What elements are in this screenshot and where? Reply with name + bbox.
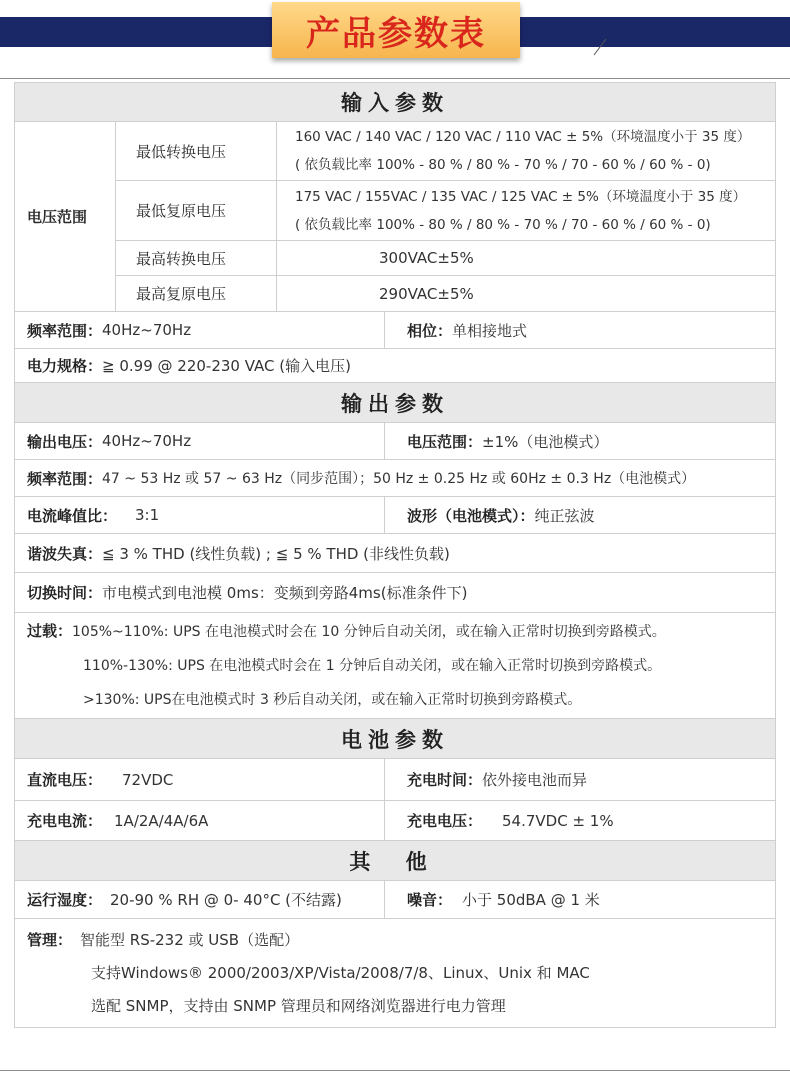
phase-label: 相位： [407, 321, 453, 340]
overload-line [27, 649, 661, 683]
output-thd-row [15, 534, 775, 573]
header-banner [0, 0, 790, 62]
voltage-row [116, 276, 775, 311]
voltage-row-value [277, 181, 775, 240]
overload-line [27, 683, 581, 717]
noise-cell [385, 881, 775, 918]
charge-time-cell [385, 759, 775, 800]
humidity-cell [15, 881, 385, 918]
output-range-value: ±1%（电池模式） [482, 432, 609, 451]
charge-current-label: 充电电流： [27, 812, 103, 830]
mgmt-value: 选配 SNMP，支持由 SNMP 管理员和网络浏览器进行电力管理 [91, 996, 506, 1015]
charge-current-value: 1A/2A/4A/6A [114, 811, 209, 830]
top-rule [0, 78, 790, 79]
output-volt-cell [15, 423, 385, 459]
output-volt-label: 输出电压： [27, 432, 103, 451]
output-transfer-row [15, 573, 775, 613]
voltage-range-rows [116, 122, 775, 311]
other-humidity-row [15, 881, 775, 919]
voltage-row-value [277, 122, 775, 180]
section-title: 输入参数 [341, 91, 449, 115]
output-freq-cell [15, 460, 695, 496]
mgmt-label: 管理： [27, 930, 73, 949]
charge-current-cell [15, 801, 385, 840]
charge-volt-label: 充电电压： [407, 812, 483, 830]
crest-cell [15, 497, 385, 533]
section-battery-header [15, 719, 775, 759]
mgmt-line [27, 957, 590, 990]
value-line: 175 VAC / 155VAC / 135 VAC / 125 VAC ± 5%（环境温度小于 35 度） [295, 188, 747, 205]
transfer-cell [15, 573, 467, 612]
overload-value: >130%: UPS在电池模式时 3 秒后自动关闭，或在输入正常时切换到旁路模式。 [83, 691, 582, 708]
phase-cell [385, 312, 775, 348]
section-output-header [15, 383, 775, 423]
overload-line [27, 615, 666, 649]
voltage-row-name: 最低转换电压 [116, 122, 277, 180]
value-line: ( 依负载比率 100% - 80 % / 80 % - 70 % / 70 - 60 % / 60 % - 0) [295, 216, 711, 233]
output-range-label: 电压范围： [407, 432, 483, 451]
slash-decoration-icon [592, 38, 608, 56]
crest-label: 电流峰值比： [27, 506, 118, 525]
output-overload-row [15, 613, 775, 719]
voltage-range-block [15, 122, 775, 312]
freq-label: 频率范围： [27, 321, 103, 340]
mgmt-line [27, 990, 506, 1023]
bottom-rule [0, 1070, 790, 1071]
output-volt-value: 40Hz~70Hz [102, 432, 192, 450]
value-line: 160 VAC / 140 VAC / 120 VAC / 110 VAC ± 5%（环境温度小于 35 度） [295, 129, 751, 145]
voltage-row-value: 300VAC±5% [379, 249, 474, 267]
transfer-value: 市电模式到电池模 0ms：变频到旁路4ms(标准条件下) [102, 584, 468, 602]
battery-dc-row [15, 759, 775, 801]
voltage-row-name: 最高转换电压 [116, 241, 277, 275]
thd-label: 谐波失真： [27, 544, 103, 563]
voltage-row [116, 241, 775, 276]
output-volt-row [15, 423, 775, 460]
wave-label: 波形（电池模式）： [407, 506, 535, 525]
section-input-header [15, 82, 775, 122]
mgmt-value: 智能型 RS-232 或 USB（选配） [80, 930, 300, 949]
wave-value: 纯正弦波 [534, 506, 595, 525]
dc-label: 直流电压： [27, 771, 103, 789]
pf-label: 电力规格： [27, 357, 103, 375]
voltage-row [116, 122, 775, 181]
output-crest-row [15, 497, 775, 534]
charge-volt-value: 54.7VDC ± 1% [502, 811, 614, 830]
section-title: 其 他 [349, 849, 441, 874]
overload-value: 110%-130%: UPS 在电池模式时会在 1 分钟后自动关闭，或在输入正常时切换到旁路模式。 [83, 657, 662, 674]
wave-cell [385, 497, 775, 533]
page-title-box [272, 2, 520, 58]
phase-value: 单相接地式 [452, 321, 528, 340]
output-range-cell [385, 423, 775, 459]
page-title: 产品参数表 [306, 13, 486, 54]
battery-current-row [15, 801, 775, 841]
transfer-label: 切换时间： [27, 584, 103, 602]
voltage-row-name: 最低复原电压 [116, 181, 277, 240]
input-pf-row [15, 349, 775, 383]
voltage-range-label: 电压范围 [15, 122, 116, 311]
output-freq-value: 47 ~ 53 Hz 或 57 ~ 63 Hz（同步范围）；50 Hz ± 0.25 Hz 或 60Hz ± 0.3 Hz（电池模式） [102, 471, 696, 487]
noise-label: 噪音： [407, 891, 453, 909]
mgmt-line [27, 924, 299, 957]
thd-value: ≦ 3 % THD (线性负载) ; ≦ 5 % THD (非线性负载) [102, 544, 450, 563]
noise-value: 小于 50dBA @ 1 米 [462, 891, 600, 909]
dc-value: 72VDC [122, 770, 174, 789]
other-mgmt-row [15, 919, 775, 1028]
thd-cell [15, 534, 450, 572]
crest-value: 3:1 [135, 506, 160, 524]
humidity-value: 20-90 % RH @ 0- 40°C (不结露) [110, 891, 342, 909]
overload-label: 过载： [27, 621, 73, 640]
output-freq-row [15, 460, 775, 497]
charge-volt-cell [385, 801, 775, 840]
dc-cell [15, 759, 385, 800]
input-freq-row [15, 312, 775, 349]
mgmt-value: 支持Windows® 2000/2003/XP/Vista/2008/7/8、Linux、Unix 和 MAC [91, 963, 590, 982]
section-title: 输出参数 [341, 391, 449, 416]
freq-value: 40Hz~70Hz [102, 321, 192, 339]
section-other-header [15, 841, 775, 881]
charge-time-value: 依外接电池而异 [482, 771, 588, 789]
overload-cell [15, 613, 666, 718]
voltage-row-value: 290VAC±5% [379, 284, 474, 303]
mgmt-cell [15, 919, 590, 1027]
value-line: ( 依负载比率 100% - 80 % / 80 % - 70 % / 70 - 60 % / 60 % - 0) [295, 157, 711, 173]
pf-value: ≧ 0.99 @ 220-230 VAC (输入电压) [102, 357, 351, 375]
section-title: 电池参数 [341, 727, 449, 752]
overload-value: 105%~110%: UPS 在电池模式时会在 10 分钟后自动关闭，或在输入正常时切换到旁路模式。 [72, 623, 666, 640]
voltage-row [116, 181, 775, 241]
output-freq-label: 频率范围： [27, 469, 103, 488]
freq-cell [15, 312, 385, 348]
voltage-row-name: 最高复原电压 [116, 276, 277, 311]
pf-cell [15, 349, 351, 382]
humidity-label: 运行湿度： [27, 891, 103, 909]
spec-table [14, 82, 776, 1028]
charge-time-label: 充电时间： [407, 771, 483, 789]
